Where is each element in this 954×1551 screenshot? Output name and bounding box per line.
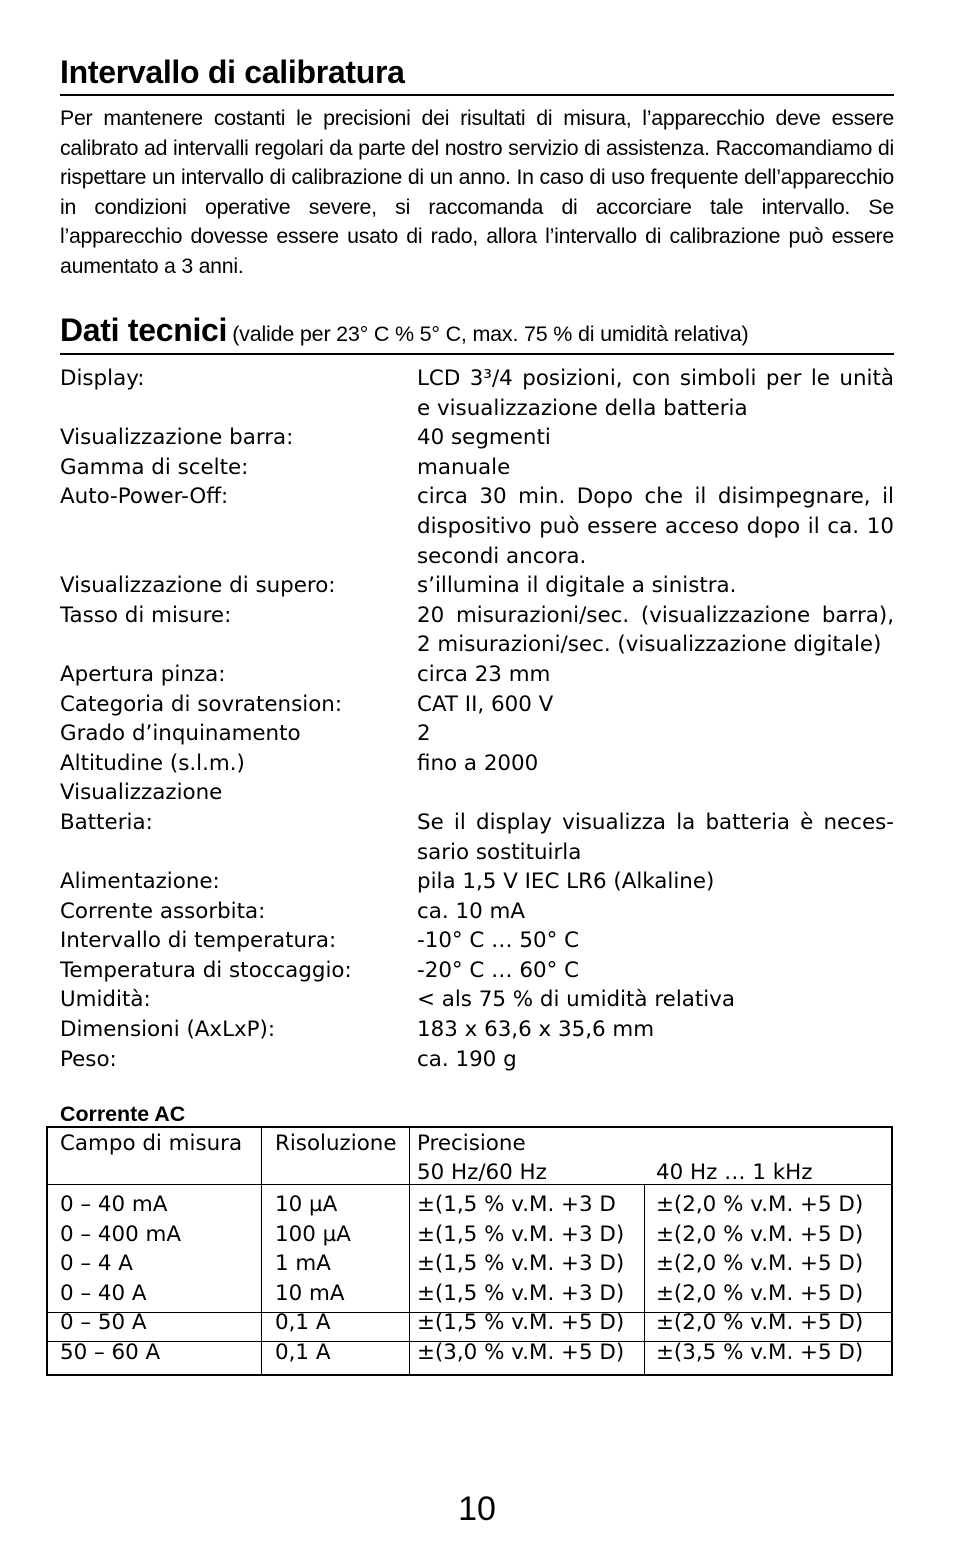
- header-resolution: Risoluzione: [275, 1131, 397, 1156]
- specs-list: [60, 364, 894, 1074]
- table-cell-acc2: ±(2,0 % v.M. +5 D): [656, 1280, 864, 1306]
- table-cell-acc1: ±(3,0 % v.M. +5 D): [417, 1340, 625, 1365]
- table-cell-acc2: ±(3,5 % v.M. +5 D): [656, 1340, 864, 1365]
- spec-label: Altitudine (s.l.m.): [60, 750, 245, 776]
- table-cell-range: 0 – 4 A: [60, 1251, 133, 1277]
- spec-label: Grado d’inquinamento: [60, 721, 301, 747]
- calibration-heading: [60, 56, 894, 96]
- spec-row: [60, 956, 894, 986]
- spec-label: Visualizzazione: [60, 780, 223, 806]
- spec-value: -20° C … 60° C: [417, 957, 580, 983]
- spec-row: [60, 897, 894, 927]
- spec-label: Categoria di sovratension:: [60, 691, 343, 717]
- spec-value: ca. 10 mA: [417, 898, 525, 924]
- spec-label: Visualizzazione di supero:: [60, 573, 336, 599]
- table-cell-acc2: ±(2,0 % v.M. +5 D): [656, 1310, 864, 1336]
- table-cell-range: 0 – 50 A: [60, 1310, 147, 1336]
- table-cell-acc1: ±(1,5 % v.M. +3 D): [417, 1251, 625, 1277]
- spec-value: 20 misurazioni/sec. (visualizzazione barra), 2 misurazioni/sec. (visualizzazione digitale): [417, 602, 894, 658]
- header-range: Campo di misura: [60, 1131, 243, 1156]
- spec-label: Temperatura di stoccaggio:: [60, 957, 352, 983]
- ac-current-table: [46, 1126, 893, 1376]
- spec-row: [60, 453, 894, 483]
- table-cell-resolution: 1 mA: [275, 1251, 331, 1277]
- specs-heading: [60, 314, 894, 355]
- spec-row: [60, 778, 894, 808]
- spec-row: [60, 364, 894, 423]
- spec-row: [60, 985, 894, 1015]
- table-cell-resolution: 0,1 A: [275, 1340, 331, 1365]
- spec-value: pila 1,5 V IEC LR6 (Alkaline): [417, 869, 715, 895]
- spec-row: [60, 808, 894, 867]
- table-cell-acc2: ±(2,0 % v.M. +5 D): [656, 1192, 864, 1217]
- spec-value: s’illumina il digitale a sinistra.: [417, 573, 737, 599]
- table-cell-acc2: ±(2,0 % v.M. +5 D): [656, 1221, 864, 1247]
- spec-row: [60, 571, 894, 601]
- spec-label: Corrente assorbita:: [60, 898, 266, 924]
- header-accuracy: Precisione: [417, 1131, 526, 1156]
- table-cell-acc2: ±(2,0 % v.M. +5 D): [656, 1251, 864, 1277]
- spec-label: Visualizzazione barra:: [60, 425, 294, 451]
- spec-row: [60, 423, 894, 453]
- spec-label: Display:: [60, 366, 145, 391]
- spec-label: Alimentazione:: [60, 869, 220, 895]
- table-cell-resolution: 10 µA: [275, 1192, 338, 1217]
- spec-value: Se il display visualizza la batteria è neces-sario sostituirla: [417, 809, 894, 865]
- spec-value: LCD 3³/4 posizioni, con simboli per le unità e visualizzazione della batteria: [417, 366, 894, 421]
- spec-row: [60, 601, 894, 660]
- table-cell-resolution: 100 µA: [275, 1221, 351, 1247]
- table-cell-acc1: ±(1,5 % v.M. +3 D: [417, 1192, 616, 1217]
- spec-value: 2: [417, 721, 431, 747]
- page-number: 10: [458, 1490, 496, 1528]
- spec-value: -10° C … 50° C: [417, 928, 580, 954]
- spec-row: [60, 660, 894, 690]
- table-cell-range: 0 – 400 mA: [60, 1221, 182, 1247]
- spec-label: Apertura pinza:: [60, 661, 226, 687]
- table-divider: [409, 1128, 410, 1374]
- spec-value: circa 30 min. Dopo che il disimpegnare, il dispositivo può essere acceso dopo il ca. 10 secondi ancora.: [417, 484, 894, 569]
- spec-label: Intervallo di temperatura:: [60, 928, 337, 954]
- specs-subtitle: (valide per 23° C % 5° C, max. 75 % di umidità relativa): [232, 322, 749, 346]
- spec-row: [60, 749, 894, 779]
- table-divider: [261, 1128, 262, 1374]
- spec-row: [60, 926, 894, 956]
- table-cell-range: 50 – 60 A: [60, 1340, 161, 1365]
- spec-row: [60, 690, 894, 720]
- header-freq-50-60: 50 Hz/60 Hz: [417, 1160, 547, 1185]
- spec-label: Peso:: [60, 1046, 117, 1072]
- spec-value: fino a 2000: [417, 750, 539, 776]
- calibration-title: Intervallo di calibratura: [60, 54, 405, 90]
- spec-label: Tasso di misure:: [60, 602, 232, 628]
- spec-value: 183 x 63,6 x 35,6 mm: [417, 1017, 655, 1043]
- specs-title: Dati tecnici: [60, 312, 228, 348]
- spec-label: Batteria:: [60, 809, 153, 835]
- spec-row: [60, 1045, 894, 1075]
- spec-value: ca. 190 g: [417, 1046, 517, 1072]
- spec-value: < als 75 % di umidità relativa: [417, 987, 735, 1013]
- table-cell-range: 0 – 40 mA: [60, 1192, 168, 1217]
- table-cell-acc1: ±(1,5 % v.M. +5 D): [417, 1310, 625, 1336]
- table-cell-range: 0 – 40 A: [60, 1280, 147, 1306]
- spec-row: [60, 719, 894, 749]
- header-freq-40-1k: 40 Hz … 1 kHz: [656, 1160, 813, 1185]
- spec-value: circa 23 mm: [417, 661, 551, 687]
- spec-row: [60, 482, 894, 571]
- spec-label: Dimensioni (AxLxP):: [60, 1017, 276, 1043]
- spec-label: Gamma di scelte:: [60, 454, 249, 480]
- spec-value: 40 segmenti: [417, 425, 551, 451]
- spec-row: [60, 867, 894, 897]
- table-cell-acc1: ±(1,5 % v.M. +3 D): [417, 1280, 625, 1306]
- spec-label: Auto-Power-Off:: [60, 484, 229, 510]
- spec-value: CAT II, 600 V: [417, 691, 554, 717]
- ac-current-title: Corrente AC: [60, 1102, 186, 1126]
- spec-row: [60, 1015, 894, 1045]
- table-cell-resolution: 10 mA: [275, 1280, 345, 1306]
- table-cell-acc1: ±(1,5 % v.M. +3 D): [417, 1221, 625, 1247]
- spec-value: [417, 778, 894, 808]
- table-divider: [644, 1184, 645, 1374]
- calibration-paragraph: Per mantenere costanti le precisioni dei risultati di misura, l’apparecchio deve essere calibrato ad intervalli regolari da parte del nostro servizio di assistenza. Raccomandiamo di rispettare un intervallo di calibrazione di un anno. In caso di uso frequente dell’apparecchio in condizioni operative severe, si raccomanda di accorciare tale intervallo. Se l’apparecchio dovesse essere usato di rado, allora l’intervallo di calibrazione può essere aumentato a 3 anni.: [60, 106, 894, 278]
- table-cell-resolution: 0,1 A: [275, 1310, 331, 1336]
- spec-value: manuale: [417, 454, 511, 480]
- spec-label: Umidità:: [60, 987, 151, 1013]
